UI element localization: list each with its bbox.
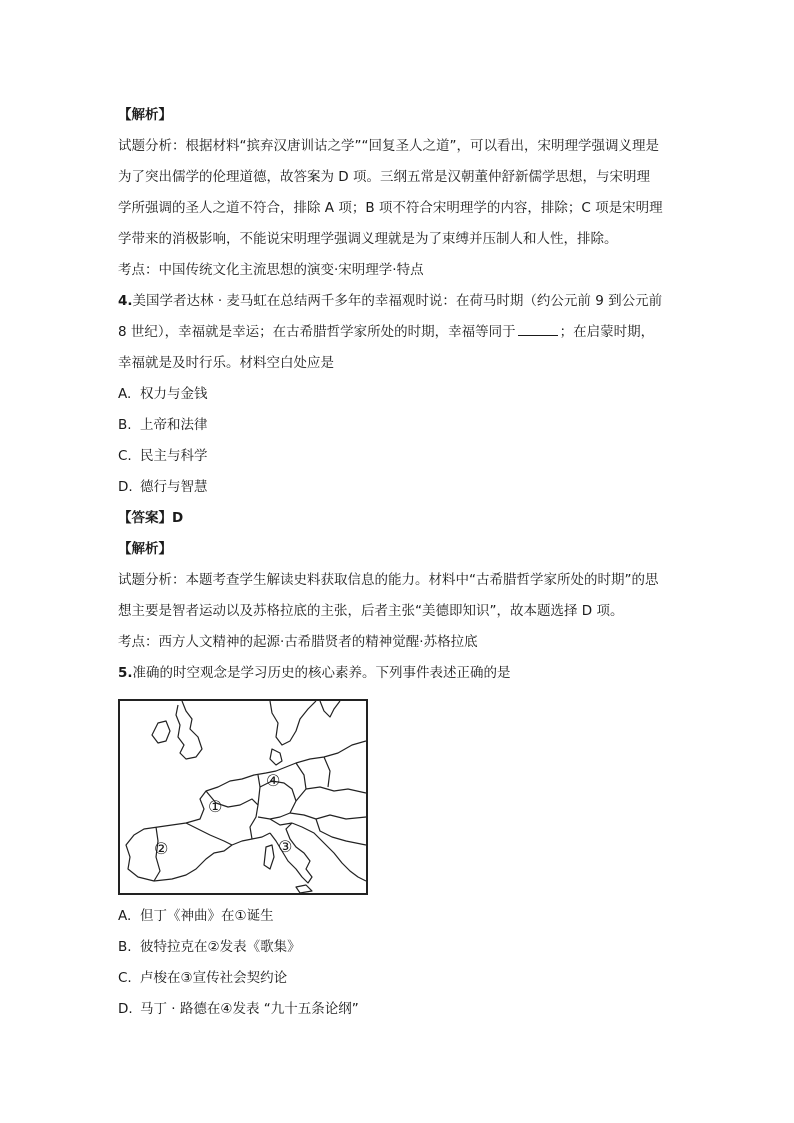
q5-stem-text: 准确的时空观念是学习历史的核心素养。下列事件表述正确的是 (132, 665, 511, 681)
q5-option-a (118, 901, 678, 932)
q4-kaodian: 考点：西方人文精神的起源·古希腊贤者的精神觉醒·苏格拉底 (118, 634, 478, 650)
q5-option-b-letter: B. (118, 939, 132, 955)
q4-analysis-line-1: 试题分析：本题考查学生解读史料获取信息的能力。材料中“古希腊哲学家所处的时期”的思 (118, 572, 659, 588)
q4-analysis-line-2: 想主要是智者运动以及苏格拉底的主张，后者主张“美德即知识”，故本题选择 D 项。 (118, 603, 624, 619)
q4-option-b-text: 上帝和法律 (140, 417, 208, 433)
q4-stem-text-2b: ；在启蒙时期， (559, 324, 655, 340)
q4-option-d-letter: D. (118, 479, 133, 495)
q4-number: 4. (118, 293, 133, 309)
q4-option-a-letter: A. (118, 386, 132, 402)
q4-option-b (118, 410, 678, 441)
q5-option-c-text: 卢梭在③宣传社会契约论 (140, 970, 288, 986)
q4-option-b-letter: B. (118, 417, 132, 433)
map-marker-1: ① (208, 797, 223, 816)
q4-option-c (118, 441, 678, 472)
q3-analysis-line-4: 学带来的消极影响，不能说宋明理学强调义理就是为了束缚并压制人和人性，排除。 (118, 231, 618, 247)
q4-stem-text-1: 美国学者达林 · 麦马虹在总结两千多年的幸福观时说：在荷马时期（约公元前 9 到公元前 (132, 293, 663, 309)
q3-analysis-line-2: 为了突出儒学的伦理道德，故答案为 D 项。三纲五常是汉朝董仲舒新儒学思想，与宋明理 (118, 169, 650, 185)
q3-analysis-heading: 【解析】 (118, 107, 172, 123)
q4-option-a-text: 权力与金钱 (140, 386, 208, 402)
q4-option-a (118, 379, 678, 410)
q5-stem (118, 658, 678, 689)
q5-number: 5. (118, 665, 133, 681)
q4-option-c-letter: C. (118, 448, 132, 464)
europe-map (118, 699, 368, 895)
q4-stem-text-2a: 8 世纪），幸福就是幸运；在古希腊哲学家所处的时期，幸福等同于 (118, 324, 516, 340)
q5-option-d-text: 马丁 · 路德在④发表 “九十五条论纲” (140, 1001, 359, 1017)
q3-analysis-line-3: 学所强调的圣人之道不符合，排除 A 项；B 项不符合宋明理学的内容，排除；C 项是宋明理 (118, 200, 663, 216)
q5-option-b-text: 彼特拉克在②发表《歌集》 (140, 939, 301, 955)
q5-option-d (118, 994, 678, 1025)
europe-map-drawing (120, 701, 366, 893)
q5-option-a-text: 但丁《神曲》在①诞生 (140, 908, 274, 924)
document-page (118, 100, 678, 1025)
q4-option-c-text: 民主与科学 (140, 448, 208, 464)
map-marker-2: ② (154, 839, 169, 858)
q5-option-d-letter: D. (118, 1001, 133, 1017)
map-marker-4: ④ (266, 771, 281, 790)
q3-kaodian: 考点：中国传统文化主流思想的演变·宋明理学·特点 (118, 262, 424, 278)
q3-analysis-line-1: 试题分析：根据材料“摈弃汉唐训诂之学”“回复圣人之道”，可以看出，宋明理学强调义理是 (118, 138, 659, 154)
q4-analysis-heading: 【解析】 (118, 541, 172, 557)
q4-blank (518, 321, 558, 336)
q4-answer: 【答案】D (118, 510, 184, 526)
map-marker-3: ③ (278, 837, 293, 856)
q4-stem-line-3: 幸福就是及时行乐。材料空白处应是 (118, 355, 334, 371)
q5-option-b (118, 932, 678, 963)
q4-option-d-text: 德行与智慧 (140, 479, 208, 495)
q4-stem-line-2 (118, 317, 678, 348)
q5-option-c (118, 963, 678, 994)
q4-stem-line-1 (118, 286, 678, 317)
q5-option-c-letter: C. (118, 970, 132, 986)
q4-option-d (118, 472, 678, 503)
q5-option-a-letter: A. (118, 908, 132, 924)
